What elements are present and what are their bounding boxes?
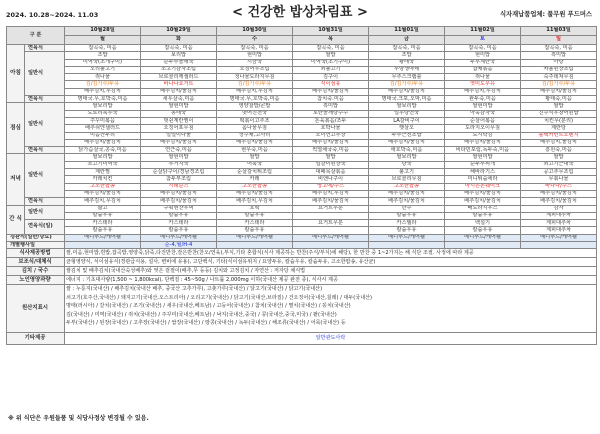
day-header: 10월31일 (293, 27, 369, 36)
menu-cell: 얼우탕연국 (369, 110, 445, 117)
note-text: 쌀김치 및 배추김치(국내산숙성배추)와 엿은 겉절이(배추,무 등등) 김치와 고정김치 / 자연산 : 저자당 채식법 (65, 267, 597, 276)
menu-cell: 칼슘우유 (369, 212, 445, 219)
weekday-header: 목 (293, 36, 369, 45)
menu-cell: 오이연고추장 (293, 132, 369, 139)
note-text: 에너지 : 기초대사량(1,500 ~ 1,800kcal), 단백질 : 45~50g / 나트륨 2,000mg 이하(국내산 제공 완전 종), 식사시 제공 (65, 276, 597, 285)
menu-cell: 쇠불고기 (293, 66, 369, 73)
menu-cell: 배추김치,무김치 (445, 88, 521, 95)
menu-cell: 쌀현미밥 (141, 154, 217, 161)
menu-cell: 배추김치/물김치 (445, 198, 521, 205)
meal-table (6, 26, 597, 345)
menu-cell: 친주식우창어된밥 (521, 110, 597, 117)
menu-cell: 애호박죽,미음 (369, 147, 445, 154)
table-row (7, 52, 597, 59)
origin-line: 김(국내산) / 미역(국내산) / 쥐치(국내산) / 주꾸미(국내산,베트남) / 낙지(국내산,중국) / 콩(국내산,중국,미국) / 팥(국내산) (66, 311, 337, 318)
meal-sub-label: 일반식 (25, 205, 65, 220)
menu-cell: 감자 (521, 205, 597, 212)
menu-cell: 칼슘우유 (65, 212, 141, 219)
menu-cell: 배추김치/물김치 (141, 190, 217, 197)
header (0, 0, 600, 26)
menu-cell: 배추김치/물김치 (369, 139, 445, 146)
menu-cell: 고소한팝송 (369, 183, 445, 190)
origin-line: 쇠고기(호주산,국내산) / 돼지고기(국내산,오스트리아) / 오리고기(국내산) / 닭고기(국내산,브라질) / 건오징어(국내산,칠레) / 대두(국내산) (66, 294, 373, 301)
origin-line: 명태(러시아) / 갈치(국내산) / 조기(국내산) / 새우(국내산,베트남) / 고등어(국내산) / 참치(국내산) / 멸치(국내산) / 꽁치(국내산) (66, 303, 351, 310)
menu-cell: 칼슘우유 (217, 212, 293, 219)
menu-cell: 오리불고기 (65, 66, 141, 73)
menu-cell: 어묵국 (217, 161, 293, 168)
etc-label: 기타제공 (7, 333, 65, 345)
menu-cell: 무양생야채 (369, 66, 445, 73)
menu-cell: 계란탕 (521, 125, 597, 132)
origin-line: 쌀 : 누룽지(국내산) / 배추김치(국내산 배추, 중국산 고추가루), 고춧가루(국내산) / 닭고기(국내산) / 닭고기(국내산) (66, 286, 323, 293)
table-row (7, 267, 597, 276)
event-cell (293, 242, 369, 249)
table-row (7, 81, 597, 88)
menu-cell: 칼슘우유 (445, 212, 521, 219)
menu-cell: 김/김가루/두유 (217, 81, 293, 88)
menu-cell: 조밥 (65, 52, 141, 59)
menu-cell: 미역국(조개구이) (65, 59, 141, 66)
menu-cell: 구워현찬우먹 (141, 205, 217, 212)
menu-cell: 현미밥 (445, 52, 521, 59)
menu-cell: 미역국(조기구이) (293, 59, 369, 66)
menu-cell: 오징어포무침 (141, 125, 217, 132)
menu-cell: 카스테라 (65, 220, 141, 227)
etc-text: 알반관도사락 (65, 333, 597, 345)
event-cell (217, 242, 293, 249)
menu-cell: 잡채볶음 (445, 66, 521, 73)
day-header: 10월30일 (217, 27, 293, 36)
table-row (7, 117, 597, 124)
menu-cell: 현우죽,미음 (217, 147, 293, 154)
table-row (7, 220, 597, 227)
table-row (7, 183, 597, 190)
menu-cell: 청나물도라지무침 (217, 74, 293, 81)
event-cell: 순-4,월/H-4 (141, 242, 217, 249)
menu-cell: 메디푸드/케어웰 (521, 234, 597, 241)
note-label: 김치 / 국수 (7, 267, 65, 276)
menu-cell: 쌀보리밥 (65, 103, 141, 110)
menu-cell: 칼슘우유 (369, 227, 445, 234)
menu-cell: 무거지국 (141, 161, 217, 168)
menu-cell: 치킨무(분리) (521, 117, 597, 124)
menu-cell: 흑미밥 (293, 103, 369, 110)
meal-sub-label: 연육식 (25, 147, 65, 154)
menu-cell: 요거트우분 (293, 220, 369, 227)
table-row (7, 169, 597, 176)
menu-cell: 배추김치/물김치 (293, 139, 369, 146)
meal-label: 저녁 (7, 154, 25, 205)
table-row (7, 205, 597, 212)
menu-cell: 배추쉬얀샐러드 (65, 125, 141, 132)
menu-cell: 잡곡죽, 미음 (141, 45, 217, 52)
menu-cell: 배추김치/물김치 (521, 190, 597, 197)
menu-cell: 불고기 (369, 169, 445, 176)
menu-cell: 떡볶이고추조 (217, 117, 293, 124)
menu-cell: 메디푸드/케어웰 (141, 234, 217, 241)
menu-cell: 브로콜리무침 (369, 176, 445, 183)
menu-cell (293, 212, 369, 219)
menu-cell: 쇠고기근대국 (521, 161, 597, 168)
menu-cell: 탕국 (369, 161, 445, 168)
menu-cell: 대패목살볶음 (293, 169, 369, 176)
menu-cell: 주꾸미볶음 (65, 117, 141, 124)
menu-cell: 완두죽,미음 (445, 96, 521, 103)
menu-cell: 쌀현미밥 (141, 103, 217, 110)
menu-cell: 칼슘우유 (65, 227, 141, 234)
menu-cell: 미음깐두리 (65, 132, 141, 139)
menu-cell: 얼얼이나물 (141, 132, 217, 139)
menu-cell: 두부근전조밥 (369, 132, 445, 139)
note-label: 식사제공방법 (7, 249, 65, 258)
menu-cell: 동태국 (141, 110, 217, 117)
menu-cell: 명태국.크포,오막,미음 (369, 96, 445, 103)
menu-cell: 멋쉰계란찜이 (141, 117, 217, 124)
menu-cell: 연근죽,미음 (141, 147, 217, 154)
menu-cell: 카스텔라 (369, 220, 445, 227)
origin-line: 두부(국내산) / 된장(국내산) / 고추장(국내산) / 쌈장(국내산) / 땅콩(국내산) / 녹두(국내산) / 해조류(국내산) / 어묵(국내산) 등 (66, 320, 346, 327)
menu-cell: 배추김치/물김치 (445, 190, 521, 197)
table-row (7, 212, 597, 219)
weekday-header: 화 (141, 36, 217, 45)
event-cell (65, 242, 141, 249)
menu-cell: 닭가슴살국,콩죽,미음 (65, 147, 141, 154)
menu-cell: 미니튀숩에라 (445, 176, 521, 183)
table-row (7, 59, 597, 66)
table-row (7, 74, 597, 81)
menu-cell: 도시락김 (445, 132, 521, 139)
menu-cell: 마시는콘쉐이크 (445, 183, 521, 190)
table-row (7, 110, 597, 117)
table-row (7, 333, 597, 345)
menu-cell: 배추김치/물김치 (141, 88, 217, 95)
menu-cell: 숙주데쳐무침 (521, 74, 597, 81)
menu-cell: 배추김치/물김치 (141, 139, 217, 146)
weekday-header: 토 (445, 36, 521, 45)
menu-cell: 쌀보리밥 (65, 154, 141, 161)
menu-cell: 두부계란국 (445, 59, 521, 66)
table-row (7, 27, 597, 36)
menu-cell: 바나나요거트 (141, 81, 217, 88)
menu-cell: 삶고 (65, 205, 141, 212)
menu-cell: 배추김치/물김치 (521, 198, 597, 205)
menu-cell: 김/김가루/두유 (521, 81, 597, 88)
table-row (7, 242, 597, 249)
day-header: 11월02일 (445, 27, 521, 36)
menu-cell: 황태국 (369, 59, 445, 66)
menu-cell: 배추김치/물김치 (293, 198, 369, 205)
menu-cell: 망고에/주스 (293, 183, 369, 190)
menu-cell: 칼슘우유 (141, 227, 217, 234)
menu-cell: 흑미밥 (521, 52, 597, 59)
menu-cell: 김구이 (293, 74, 369, 81)
meal-label: 아침 (7, 45, 25, 103)
menu-cell: 바나나/주스 (521, 183, 597, 190)
menu-cell: 비타민포럼,녹두죽,미음 (445, 147, 521, 154)
table-row (7, 258, 597, 267)
table-row (7, 227, 597, 234)
menu-cell: 배추김치/물김치 (369, 198, 445, 205)
event-cell (369, 242, 445, 249)
menu-cell: 배추김치/물김치 (141, 198, 217, 205)
day-header: 11월01일 (369, 27, 445, 36)
menu-cell: 순두부찌개 (445, 161, 521, 168)
menu-cell: 무볶나물 (521, 176, 597, 183)
note-text: 쌀,미음,현미밥,흰밥,잡곡밥,영양죽,닭죽,다진반찬,잘은반찬(찬오/연육),부식,기타 혼합식(식사 제공하는 반찬(주식/부식)에 해당), 한 반찬 중 1~2가지는 해 식단 조절. 사정에 따라 제공 (65, 249, 597, 258)
menu-cell: 배추김치,무김치 (217, 88, 293, 95)
menu-cell: 현미밥 (217, 52, 293, 59)
table-row (7, 66, 597, 73)
menu-cell: 호박나물 (293, 125, 369, 132)
menu-cell: 쌀보리밥 (369, 103, 445, 110)
menu-cell: LA갈비구이 (369, 117, 445, 124)
table-row (7, 103, 597, 110)
table-row (7, 88, 597, 95)
menu-cell: 잡곡죽, 미음 (65, 45, 141, 52)
menu-cell: 꼼나물무침 (217, 125, 293, 132)
menu-cell: 칼슘우유 (445, 227, 521, 234)
menu-cell: 명태국.무,호박죽,미음 (65, 96, 141, 103)
meal-sub-label: 연육식 (25, 45, 65, 52)
menu-cell: 아탕 (521, 59, 597, 66)
meal-sub-label: 일반식 (25, 52, 65, 96)
menu-cell: 배추김치,무김치 (65, 198, 141, 205)
menu-cell: 배추김치,물김치 (521, 139, 597, 146)
meal-sub-label: 연육식(일) (25, 220, 65, 235)
menu-cell: 참치죽.미음 (293, 96, 369, 103)
menu-cell: 계피대추차 (521, 212, 597, 219)
event-cell (445, 242, 521, 249)
supplier-text: 식자재납품업체: 풀무원 푸드머스 (499, 11, 592, 18)
table-row (7, 190, 597, 197)
table-row (7, 285, 597, 333)
table-row (7, 139, 597, 146)
menu-cell: 카레 (217, 176, 293, 183)
weekday-header: 수 (217, 36, 293, 45)
menu-cell: 명태국.무,호박죽,미음 (217, 96, 293, 103)
menu-cell: 메디푸드/케어웰 (445, 234, 521, 241)
menu-cell: 칼슘우유 (217, 227, 293, 234)
menu-cell: 새우살죽,미음 (141, 96, 217, 103)
menu-cell: 배추김치/물김치 (369, 88, 445, 95)
weekday-header: 금 (369, 36, 445, 45)
table-row (7, 198, 597, 205)
table-row (7, 234, 597, 241)
menu-cell: 배추김치/물김치 (445, 139, 521, 146)
menu-cell: 배추김치/물김치 (293, 88, 369, 95)
note-label: 보조식/대체식 (7, 258, 65, 267)
note-text: 균형영양식, 식이섬유식(경관급식용, 설사, 변비에 유용), 고단백식, 기타(식이섬유위지 / 요양두유, 칼슘우유, 칼슘두유, 고소한팝송, 유산균) (65, 258, 597, 267)
menu-cell: 블랙커런트오렌지 (521, 132, 597, 139)
menu-cell: 배도라지우스 (445, 205, 521, 212)
menu-cell: 쥐나물 (65, 74, 141, 81)
menu-cell: 쥐나물 (445, 74, 521, 81)
period-text: 2024. 10.28~2024. 11.03 (6, 11, 99, 19)
event-cell (521, 242, 597, 249)
menu-cell: 고소한팝송 (217, 183, 293, 190)
menu-cell: 해바라기스 (445, 169, 521, 176)
meal-sub-label: 연육식 (25, 96, 65, 103)
menu-cell: 엿미도우유 (445, 81, 521, 88)
menu-cell: 쌀밥 (217, 154, 293, 161)
menu-cell: 아욱감자국 (445, 110, 521, 117)
menu-cell: 순두부들깨국 (141, 59, 217, 66)
menu-cell: 잡곡죽, 미음 (445, 45, 521, 52)
menu-cell: 배추김치/물김치 (369, 190, 445, 197)
table-row (7, 147, 597, 154)
menu-cell: 참두부조림 (141, 176, 217, 183)
menu-cell: 식이섬유 (293, 81, 369, 88)
menu-cell: 차돌된장조림 (521, 66, 597, 73)
table-row (7, 36, 597, 45)
menu-cell: 보리밥 (141, 52, 217, 59)
menu-cell: 칼슘우유 (141, 212, 217, 219)
table-row (7, 154, 597, 161)
menu-cell: 쌀밥 (293, 154, 369, 161)
menu-cell: 배추김치/물김치 (217, 139, 293, 146)
menu-cell: 순살어볶음 (445, 117, 521, 124)
origin-text (65, 285, 597, 333)
menu-cell (293, 227, 369, 234)
meal-sub-label: 연육식 (25, 198, 65, 205)
row-label: 경관식(일반/당뇨) (7, 234, 65, 241)
menu-cell: 배추김치/물김치 (65, 190, 141, 197)
menu-cell: 메디푸드/케어웰 (369, 234, 445, 241)
table-row (7, 176, 597, 183)
meal-sub-label: 일반식 (25, 154, 65, 198)
menu-cell: 메디푸드/케어웰 (217, 234, 293, 241)
row-label: 개별행사일 (7, 242, 65, 249)
menu-cell: 쌀밥 (521, 103, 597, 110)
menu-cell: 벗어진전국 (217, 110, 293, 117)
menu-cell: 계란찜 (65, 169, 141, 176)
menu-cell: 배추김치/물김치 (521, 88, 597, 95)
menu-cell: 쌀밥 (293, 52, 369, 59)
weekday-header: 일 (521, 36, 597, 45)
menu-cell: 계피대추차 (521, 220, 597, 227)
menu-cell: 배추김치,무김치 (217, 198, 293, 205)
menu-cell: 배추김치/물김치 (217, 190, 293, 197)
menu-cell: 호떡 (217, 205, 293, 212)
menu-cell: 쌀밥 (521, 154, 597, 161)
note-label: 노인영양과량 (7, 276, 65, 285)
menu-cell: 도라지오이무침 (445, 125, 521, 132)
menu-cell: 시금국 (217, 59, 293, 66)
menu-cell: 브로콜리깨샐러드 (141, 74, 217, 81)
meal-label: 점심 (7, 103, 25, 154)
menu-cell: 도토리묵무국 (65, 110, 141, 117)
menu-cell: 배추김치/물김치 (65, 139, 141, 146)
menu-cell: 잡곡죽, 미음 (521, 45, 597, 52)
menu-cell: 돈육볶음/조두 (293, 117, 369, 124)
weekday-header: 월 (65, 36, 141, 45)
meal-label: 간 식 (7, 205, 25, 234)
menu-cell: 오징어무조림 (217, 66, 293, 73)
menu-cell: 메디푸드/케어웰 (293, 234, 369, 241)
menu-cell: 비엔나구이 (293, 176, 369, 183)
menu-cell: 소고기감자조림 (141, 66, 217, 73)
day-header: 10월28일 (65, 27, 141, 36)
menu-cell: 잡곡죽, 미음 (217, 45, 293, 52)
menu-cell: 순살갈치튀조림 (217, 169, 293, 176)
menu-cell: 씩열채국죽,미음 (293, 147, 369, 154)
menu-cell: 카스테라 (217, 220, 293, 227)
menu-cell: 영양찰밥/콘밥 (217, 103, 293, 110)
menu-cell: 공고추무조림 (521, 169, 597, 176)
menu-cell: 토란들깨탕수수 (293, 110, 369, 117)
menu-cell: 김/김가루/두유 (65, 81, 141, 88)
table-row (7, 96, 597, 103)
menu-cell: 순살닭구이/경남경조림 (141, 169, 217, 176)
menu-cell: 잡곡죽, 미음 (369, 45, 445, 52)
menu-cell: 흥원죽,미음 (521, 147, 597, 154)
menu-cell: 백설기 (445, 220, 521, 227)
menu-cell: 조밥 (369, 52, 445, 59)
table-row (7, 45, 597, 52)
table-row (7, 276, 597, 285)
menu-cell: 성수채,고사리 (217, 132, 293, 139)
menu-cell: 얼갈이된장국 (293, 161, 369, 168)
menu-cell: 김/김가루/두유 (369, 81, 445, 88)
meal-sub-label: 일반식 (25, 103, 65, 147)
menu-cell: 잡곡죽, 미음 (293, 45, 369, 52)
menu-cell: 소고기미역국 (65, 161, 141, 168)
table-row (7, 161, 597, 168)
menu-cell: 카스테라 (141, 220, 217, 227)
menu-cell: 배추김치,무김치 (293, 190, 369, 197)
menu-cell: 쌀보리밥 (369, 154, 445, 161)
menu-cell: 요거트우분 (293, 205, 369, 212)
menu-cell: 카레치킨 (65, 176, 141, 183)
menu-cell: 고소한팝송 (65, 183, 141, 190)
menu-cell: 쌀현미밥 (445, 154, 521, 161)
menu-cell: 메디푸드/케어웰 (65, 234, 141, 241)
footnote: ※ 위 식단은 우원들품 및 식당사정상 변경될 수 있음. (8, 415, 149, 422)
origin-label: 원산지표시 (7, 285, 65, 333)
menu-cell: 시래순스 (141, 183, 217, 190)
day-header: 11월03일 (521, 27, 597, 36)
day-header: 10월29일 (141, 27, 217, 36)
table-row (7, 132, 597, 139)
menu-cell: 황태죽,미음 (521, 96, 597, 103)
menu-cell: 햇살오 (369, 125, 445, 132)
menu-cell: 무추스크램블 (369, 74, 445, 81)
table-row (7, 125, 597, 132)
table-row (7, 249, 597, 258)
head-label: 구 분 (7, 27, 65, 45)
menu-cell: 만주 (369, 205, 445, 212)
page-title: < 건강한 밥상차림표 > (232, 5, 368, 20)
menu-cell: 배추김치,무김치 (65, 88, 141, 95)
menu-cell: 계피대추차 (521, 227, 597, 234)
menu-cell: 쌀현미밥 (445, 103, 521, 110)
